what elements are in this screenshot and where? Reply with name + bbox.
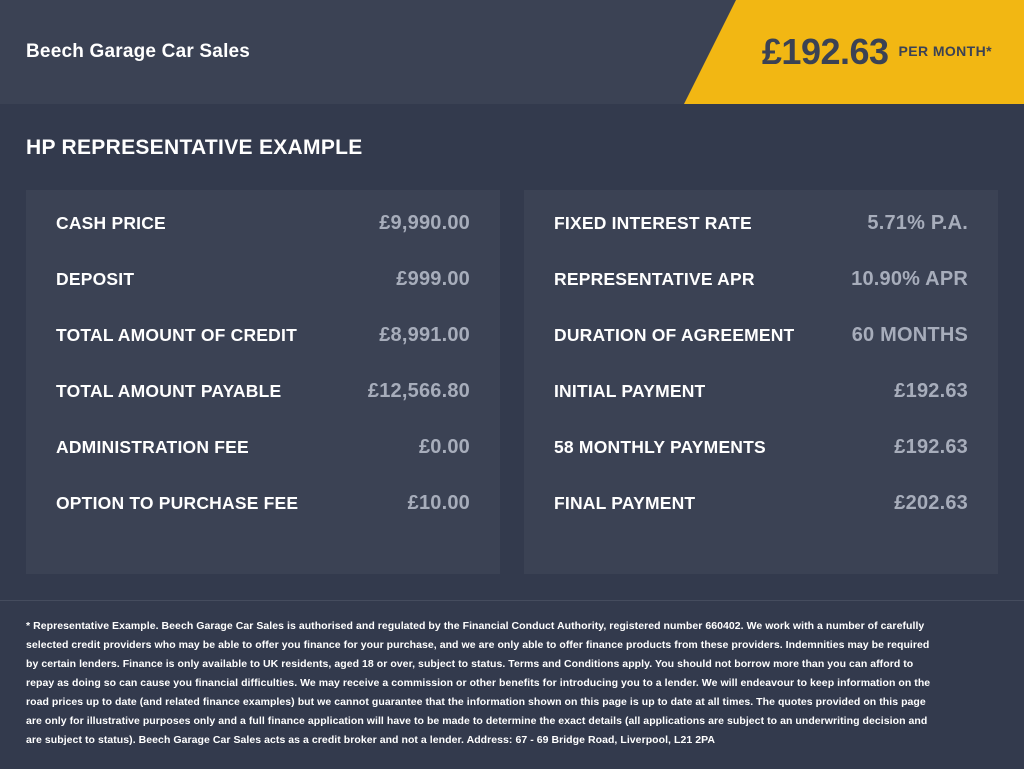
- dealer-name: Beech Garage Car Sales: [26, 41, 251, 62]
- row-value: 10.90% APR: [851, 268, 968, 290]
- page-title: HP REPRESENTATIVE EXAMPLE: [26, 136, 363, 159]
- disclaimer-text: * Representative Example. Beech Garage Car Sales is authorised and regulated by the Financial Conduct Authority, registered number 660402. We work with a number of carefully selected credit providers who may be able to offer you finance for your purchase, and we are only able to offer finance products from these providers. Indemnities may be required by certain lenders. Finance is only available to UK residents, aged 18 or over, subject to status. Terms and Conditions apply. You should not borrow more than you can afford to repay as doing so can cause you financial difficulties. We may receive a commission or other benefits for introducing you to a lender. We will endeavour to keep information on the road prices up to date (and related finance examples) but we cannot guarantee that the information shown on this page is up to date at all times. The quotes provided on this page are only for illustrative purposes only and a full finance application will have to be made to determine the exact details (all applications are subject to an underwriting decision and are subject to status). Beech Garage Car Sales acts as a credit broker and not a lender. Address: 67 - 69 Bridge Road, Liverpool, L21 2PA: [26, 620, 931, 746]
- table-row: [554, 324, 968, 380]
- row-label: DURATION OF AGREEMENT: [554, 325, 795, 345]
- row-value: £8,991.00: [379, 324, 470, 346]
- row-label: FIXED INTEREST RATE: [554, 213, 752, 233]
- row-value: 5.71% P.A.: [867, 212, 968, 234]
- table-row: [554, 380, 968, 436]
- row-value: £10.00: [407, 492, 470, 514]
- row-label: INITIAL PAYMENT: [554, 381, 706, 401]
- row-label: REPRESENTATIVE APR: [554, 269, 755, 289]
- monthly-price-amount: £192.63: [761, 31, 889, 72]
- table-row: [56, 492, 470, 548]
- row-label: TOTAL AMOUNT OF CREDIT: [56, 325, 297, 345]
- row-value: £999.00: [396, 268, 470, 290]
- table-row: [554, 436, 968, 492]
- table-row: [56, 324, 470, 380]
- table-row: [56, 436, 470, 492]
- table-row: [56, 380, 470, 436]
- row-value: £0.00: [418, 436, 470, 458]
- table-row: [554, 492, 968, 548]
- table-row: [554, 212, 968, 268]
- row-value: £202.63: [894, 492, 968, 514]
- row-label: TOTAL AMOUNT PAYABLE: [56, 381, 282, 401]
- row-label: CASH PRICE: [56, 213, 166, 233]
- row-value: 60 MONTHS: [851, 324, 968, 346]
- table-row: [56, 212, 470, 268]
- price-banner-content: [762, 0, 992, 104]
- finance-details-panels: [26, 190, 998, 574]
- disclaimer-section: [0, 600, 1024, 769]
- right-details-panel: [524, 190, 998, 574]
- row-label: OPTION TO PURCHASE FEE: [56, 493, 299, 513]
- table-row: [554, 268, 968, 324]
- row-value: £9,990.00: [379, 212, 470, 234]
- page-header: [0, 0, 1024, 104]
- monthly-price-period: PER MONTH*: [898, 43, 992, 59]
- row-value: £192.63: [894, 380, 968, 402]
- row-value: £192.63: [894, 436, 968, 458]
- row-label: FINAL PAYMENT: [554, 493, 696, 513]
- row-label: 58 MONTHLY PAYMENTS: [554, 437, 766, 457]
- table-row: [56, 268, 470, 324]
- row-value: £12,566.80: [367, 380, 470, 402]
- row-label: DEPOSIT: [56, 269, 135, 289]
- row-label: ADMINISTRATION FEE: [56, 437, 249, 457]
- left-details-panel: [26, 190, 500, 574]
